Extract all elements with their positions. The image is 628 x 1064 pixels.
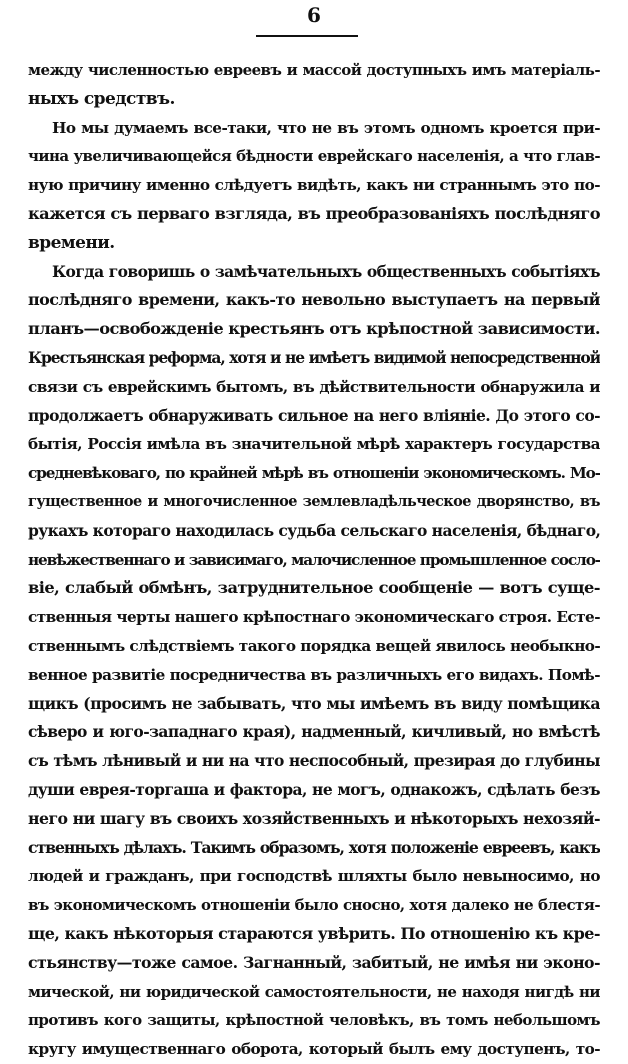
text-line: ственнымъ слѣдствіемъ такого порядка вещей явилось необыкно- bbox=[28, 636, 600, 655]
text-line: ныхъ средствъ. bbox=[28, 88, 175, 109]
text-line: кругу имущественнаго оборота, который былъ ему доступенъ, то- bbox=[28, 1040, 600, 1059]
header-rule bbox=[256, 35, 358, 37]
text-line: противъ кого защиты, крѣпостной человѣкъ, въ томъ небольшомъ bbox=[28, 1011, 600, 1030]
text-line: бытія, Россія имѣла въ значительной мѣрѣ характеръ государства bbox=[28, 435, 600, 454]
page-number: 6 bbox=[307, 3, 321, 27]
text-line: мической, ни юридической самостоятельности, не находя нигдѣ ни bbox=[28, 982, 600, 1001]
text-line: чина увеличивающейся бѣдности еврейскаго населенія, а что глав- bbox=[28, 147, 600, 166]
text-line: Когда говоришь о замѣчательныхъ общественныхъ событіяхъ bbox=[52, 261, 600, 281]
text-line: людей и гражданъ, при господствѣ шляхты было невыносимо, но bbox=[28, 867, 600, 886]
text-line: продолжаетъ обнаруживать сильное на него вліяніе. До этого со- bbox=[28, 405, 600, 425]
text-line: сѣверо и юго-западнаго края), надменный, кичливый, но вмѣстѣ bbox=[28, 722, 600, 742]
text-line: души еврея-торгаша и фактора, не могъ, однакожъ, сдѣлать безъ bbox=[28, 779, 600, 799]
text-line: ственныхъ дѣлахъ. Такимъ образомъ, хотя положеніе евреевъ, какъ bbox=[28, 837, 600, 857]
text-line: віе, слабый обмѣнъ, затруднительное сообщеніе — вотъ суще- bbox=[28, 578, 600, 598]
text-line: стьянству—тоже самое. Загнанный, забитый, не имѣя ни эконо- bbox=[28, 952, 600, 972]
text-line: планъ—освобожденіе крестьянъ отъ крѣпостной зависимости. bbox=[28, 319, 600, 339]
text-line: времени. bbox=[28, 232, 115, 253]
text-line: рукахъ котораго находилась судьба сельскаго населенія, бѣднаго, bbox=[28, 520, 600, 540]
text-line: связи съ еврейскимъ бытомъ, въ дѣйствительности обнаружила и bbox=[28, 377, 600, 396]
text-line: ную причину именно слѣдуетъ видѣть, какъ ни страннымъ это по- bbox=[28, 176, 600, 195]
text-line: гущественное и многочисленное землевладѣльческое дворянство, въ bbox=[28, 492, 600, 510]
text-line: съ тѣмъ лѣнивый и ни на что неспособный, презирая до глубины bbox=[28, 751, 600, 771]
text-line: Но мы думаемъ все-таки, что не въ этомъ одномъ кроется при- bbox=[52, 118, 600, 137]
text-line: средневѣковаго, по крайней мѣрѣ въ отношеніи экономическомъ. Мо- bbox=[28, 464, 600, 483]
text-line: ще, какъ нѣкоторыя стараются увѣрить. По отношенію къ кре- bbox=[28, 923, 600, 943]
text-line: кажется съ перваго взгляда, въ преобразованіяхъ послѣдняго bbox=[28, 203, 600, 223]
text-line: щикъ (просимъ не забывать, что мы имѣемъ въ виду помѣщика bbox=[28, 693, 600, 713]
text-line: Крестьянская реформа, хотя и не имѣетъ видимой непосредственной bbox=[28, 347, 600, 367]
body-text bbox=[28, 56, 600, 1064]
text-line: между численностью евреевъ и массой доступныхъ имъ матеріаль- bbox=[28, 61, 600, 79]
text-line: венное развитіе посредничества въ различныхъ его видахъ. Помѣ- bbox=[28, 665, 600, 684]
text-line: послѣдняго времени, какъ-то невольно выступаетъ на первый bbox=[28, 290, 600, 310]
text-line: него ни шагу въ своихъ хозяйственныхъ и нѣкоторыхъ нехозяй- bbox=[28, 808, 600, 828]
text-line: невѣжественнаго и зависимаго, малочисленное промышленное сосло- bbox=[28, 550, 600, 569]
text-line: ственныя черты нашего крѣпостнаго экономическаго строя. Есте- bbox=[28, 608, 600, 627]
text-line: въ экономическомъ отношеніи было сносно, хотя далеко не блестя- bbox=[28, 896, 600, 915]
